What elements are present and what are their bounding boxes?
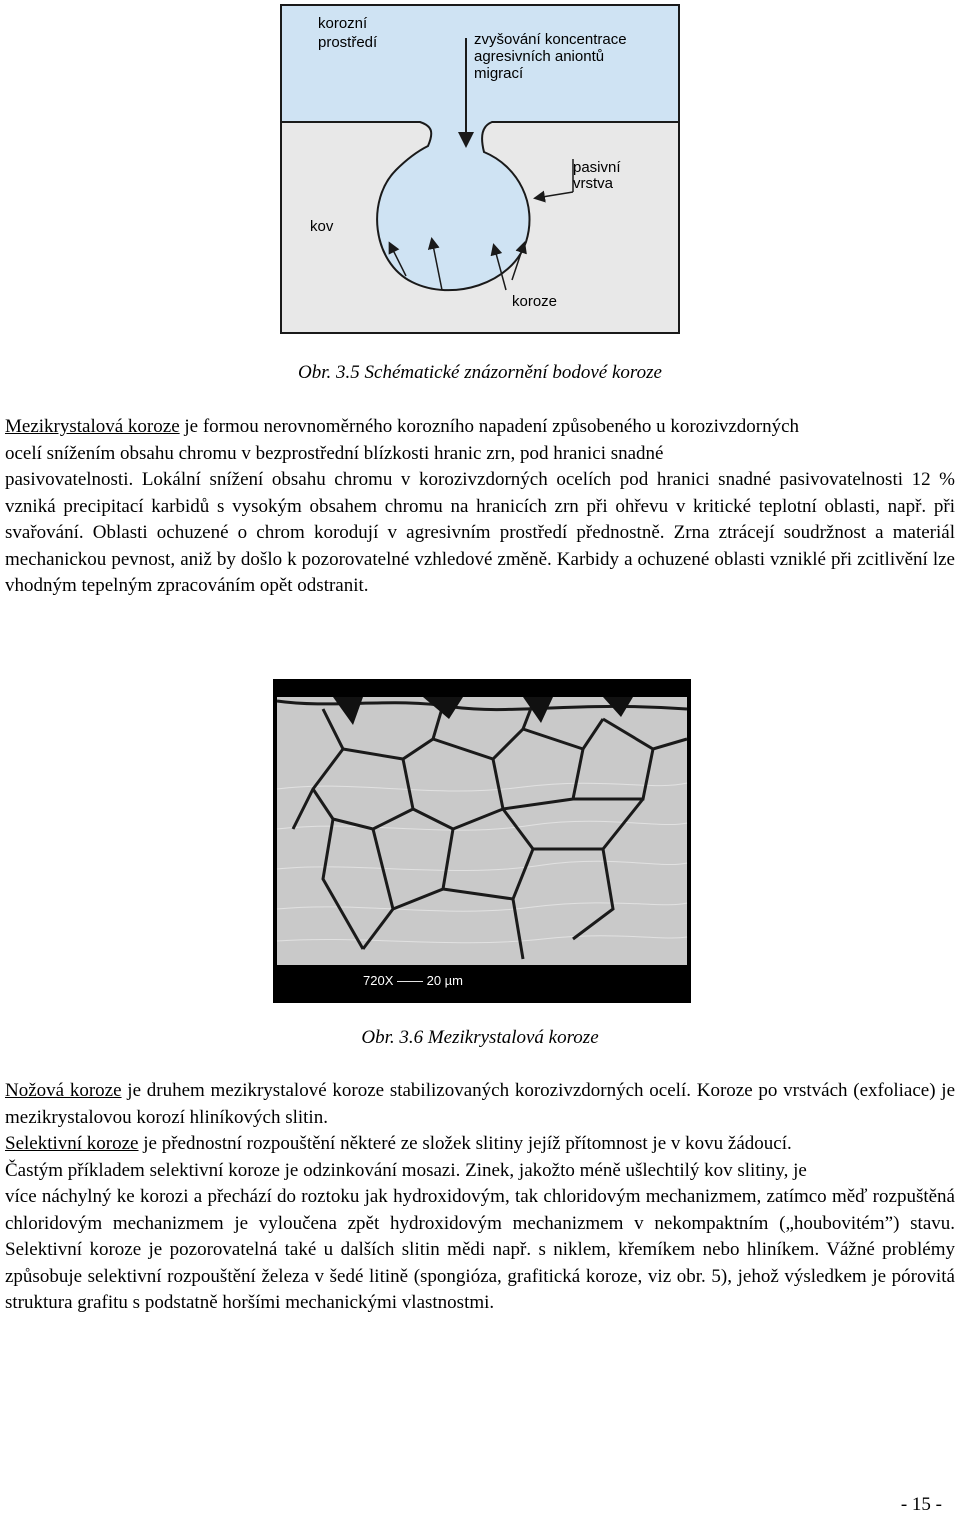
intergranular-micrograph — [273, 679, 691, 1003]
para2 — [5, 1078, 955, 1131]
page-number: - 15 - — [900, 1494, 942, 1515]
term-knife-line: Nožová koroze — [5, 1080, 122, 1101]
para4-rest: více náchylný ke korozi a přechází do roztoku jak hydroxidovým, tak chloridovým mechanizmem, zatímco měď rozpuštěná chloridovým mechanizmem je vyloučena zpět hydroxidovým mechanizmem v nekompaktním („houbovitém”) stavu. Selektivní koroze je pozorovatelná také u dalších slitin mědi např. s niklem, křemíkem nebo hliníkem. Vážné problémy způsobuje selektivní rozpouštění železa v šedé litině (spongióza, grafitická koroze, viz obr. 5), jehož výsledkem je pórovitá struktura grafitu s podstatně horšími mechanickými vlastnostmi. — [5, 1186, 955, 1313]
para4-line1: Častým příkladem selektivní koroze je odzinkování mosazi. Zinek, jakožto méně ušlechtilý kov slitiny, je — [5, 1159, 807, 1181]
paragraph-knife-line — [5, 1078, 955, 1317]
label-concentration-3: migrací — [474, 65, 524, 82]
label-corrosion: koroze — [512, 293, 558, 310]
term-intergranular: Mezikrystalová koroze — [5, 416, 180, 437]
label-concentration-2: agresivních aniontů — [474, 48, 605, 65]
paragraph-intergranular — [5, 414, 955, 600]
label-passive-layer-1: pasivní — [573, 159, 621, 176]
label-environment-2: prostředí — [318, 34, 378, 51]
micrograph-scale: 720X —— 20 µm — [363, 973, 463, 988]
term-selective: Selektivní koroze — [5, 1133, 139, 1154]
para3-text: je přednostní rozpouštění některé ze složek slitiny jejíž přítomnost je v kovu žádoucí. — [138, 1133, 792, 1154]
label-metal: kov — [310, 218, 334, 235]
pitting-corrosion-diagram — [280, 4, 680, 334]
figure-caption-2: Obr. 3.6 Mezikrystalová koroze — [361, 1027, 599, 1048]
label-concentration-1: zvyšování koncentrace — [474, 31, 627, 48]
figure-caption-1: Obr. 3.5 Schématické znázornění bodové koroze — [298, 362, 662, 383]
para1-line1-text: je formou nerovnoměrného korozního napadení způsobeného u korozivzdorných — [179, 416, 800, 437]
label-environment-1: korozní — [318, 15, 368, 32]
para2-text: je druhem mezikrystalové koroze stabilizovaných korozivzdorných ocelí. Koroze po vrstvách (exfoliace) je mezikrystalovou korozí hliníkových slitin. — [5, 1080, 956, 1128]
label-passive-layer-2: vrstva — [573, 175, 614, 192]
para1-line2: ocelí snížením obsahu chromu v bezprostřední blízkosti hranic zrn, pod hranici snadné — [5, 442, 664, 464]
para3 — [5, 1131, 955, 1158]
para1-rest: pasivovatelnosti. Lokální snížení obsahu chromu v korozivzdorných ocelích pod hranici snadné pasivovatelnosti 12 % vzniká precipitací karbidů s vysokým obsahem chromu na hranicích zrn při ohřevu v kritické teplotní oblasti, např. při svařování. Oblasti ochuzené o chrom korodují v agresivním prostředí přednostně. Zrna ztrácejí soudržnost a materiál mechanickou pevnost, aniž by došlo k pozorovatelné vzhledové změně. Karbidy a ochuzené oblasti vzniklé při zcitlivění lze vhodným tepelným zpracováním opět odstranit. — [5, 469, 955, 596]
para1-line1 — [5, 414, 955, 441]
